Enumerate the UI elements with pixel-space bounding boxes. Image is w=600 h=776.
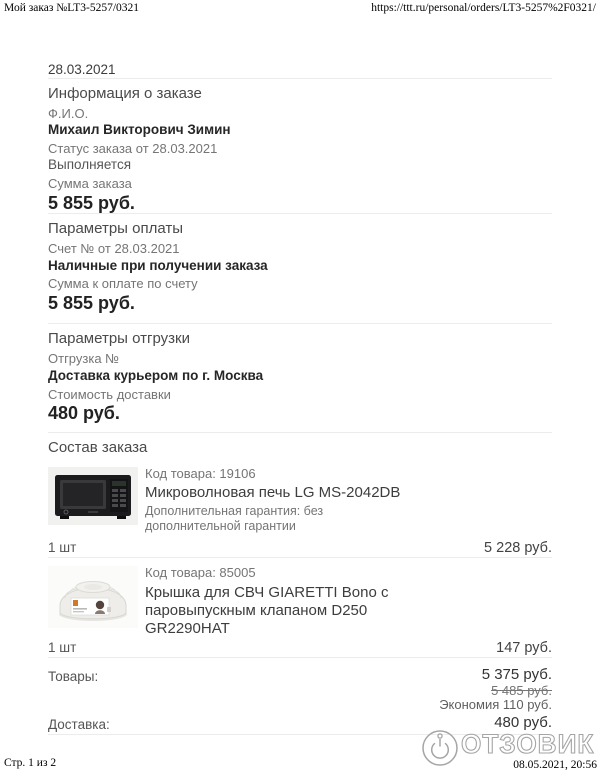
field-delivery-cost <box>48 388 552 424</box>
product-qty-price-row <box>48 540 552 557</box>
section-heading: Параметры отгрузки <box>48 330 190 348</box>
field-value: 5 855 руб. <box>48 292 135 313</box>
field-fio <box>48 107 552 138</box>
delivery-total: 480 руб. <box>494 714 552 732</box>
print-header-url: https://ttt.ru/personal/orders/LT3-5257%2F0321/ <box>371 2 596 14</box>
product-code: Код товара: 19106 <box>145 465 256 481</box>
product-price: 5 228 руб. <box>484 540 552 557</box>
totals-label: Товары: <box>48 668 99 684</box>
field-invoice <box>48 242 552 273</box>
field-payment-amount <box>48 277 552 313</box>
product-qty: 1 шт <box>48 640 77 656</box>
order-document <box>48 62 552 737</box>
product-qty-price-row <box>48 640 552 657</box>
product-info <box>145 566 405 638</box>
field-value: 480 руб. <box>48 402 120 423</box>
field-value: Доставка курьером по г. Москва <box>48 367 264 383</box>
totals-goods-row <box>48 666 552 713</box>
order-totals <box>48 666 552 734</box>
divider <box>48 557 552 558</box>
section-shipping <box>48 324 552 431</box>
section-heading: Информация о заказе <box>48 85 202 102</box>
section-order-items <box>48 433 552 737</box>
field-order-sum <box>48 177 552 213</box>
field-label: Счет № от 28.03.2021 <box>48 241 180 257</box>
product-row <box>48 467 552 535</box>
totals-values <box>439 666 552 713</box>
section-heading: Параметры оплаты <box>48 220 184 238</box>
microwave-cover-photo <box>48 566 138 628</box>
section-heading: Состав заказа <box>48 438 148 456</box>
section-order-info <box>48 79 552 213</box>
print-header <box>4 2 596 14</box>
field-label: Сумма заказа <box>48 176 132 192</box>
product-price: 147 руб. <box>496 640 552 657</box>
microwave-photo <box>48 467 138 525</box>
print-datetime: 08.05.2021, 20:56 <box>513 759 597 771</box>
product-row <box>48 566 552 638</box>
field-label: Отгрузка № <box>48 351 120 367</box>
product-note: Дополнительная гарантия: без дополнительной гарантии <box>145 504 324 534</box>
order-date: 28.03.2021 <box>48 62 116 77</box>
field-shipment <box>48 352 552 383</box>
field-value: 5 855 руб. <box>48 192 135 213</box>
field-label: Статус заказа от 28.03.2021 <box>48 141 218 157</box>
print-page-number: Стр. 1 из 2 <box>4 757 57 769</box>
product-info <box>145 467 405 535</box>
product-title: Крышка для СВЧ GIARETTI Bono с паровыпускным клапаном D250 GR2290HAT <box>145 584 389 638</box>
power-ring-icon <box>421 729 459 769</box>
field-status <box>48 142 552 173</box>
goods-old-total: 5 485 руб. <box>491 682 552 698</box>
print-header-title: Мой заказ №LT3-5257/0321 <box>4 2 140 14</box>
field-label: Ф.И.О. <box>48 106 89 121</box>
field-label: Стоимость доставки <box>48 386 171 402</box>
field-value: Выполняется <box>48 157 132 173</box>
product-title: Микроволновая печь LG MS-2042DB <box>145 484 401 502</box>
product-code: Код товара: 85005 <box>145 565 256 581</box>
field-value: Наличные при получении заказа <box>48 257 268 273</box>
totals-label: Доставка: <box>48 717 110 733</box>
section-payment <box>48 214 552 323</box>
product-qty: 1 шт <box>48 540 77 556</box>
watermark-text: ОТЗОВИК <box>460 728 594 759</box>
goods-total: 5 375 руб. <box>481 665 552 683</box>
field-value: Михаил Викторович Зимин <box>48 122 231 138</box>
field-label: Сумма к оплате по счету <box>48 276 198 292</box>
goods-savings: Экономия 110 руб. <box>439 697 552 713</box>
divider <box>48 657 552 658</box>
